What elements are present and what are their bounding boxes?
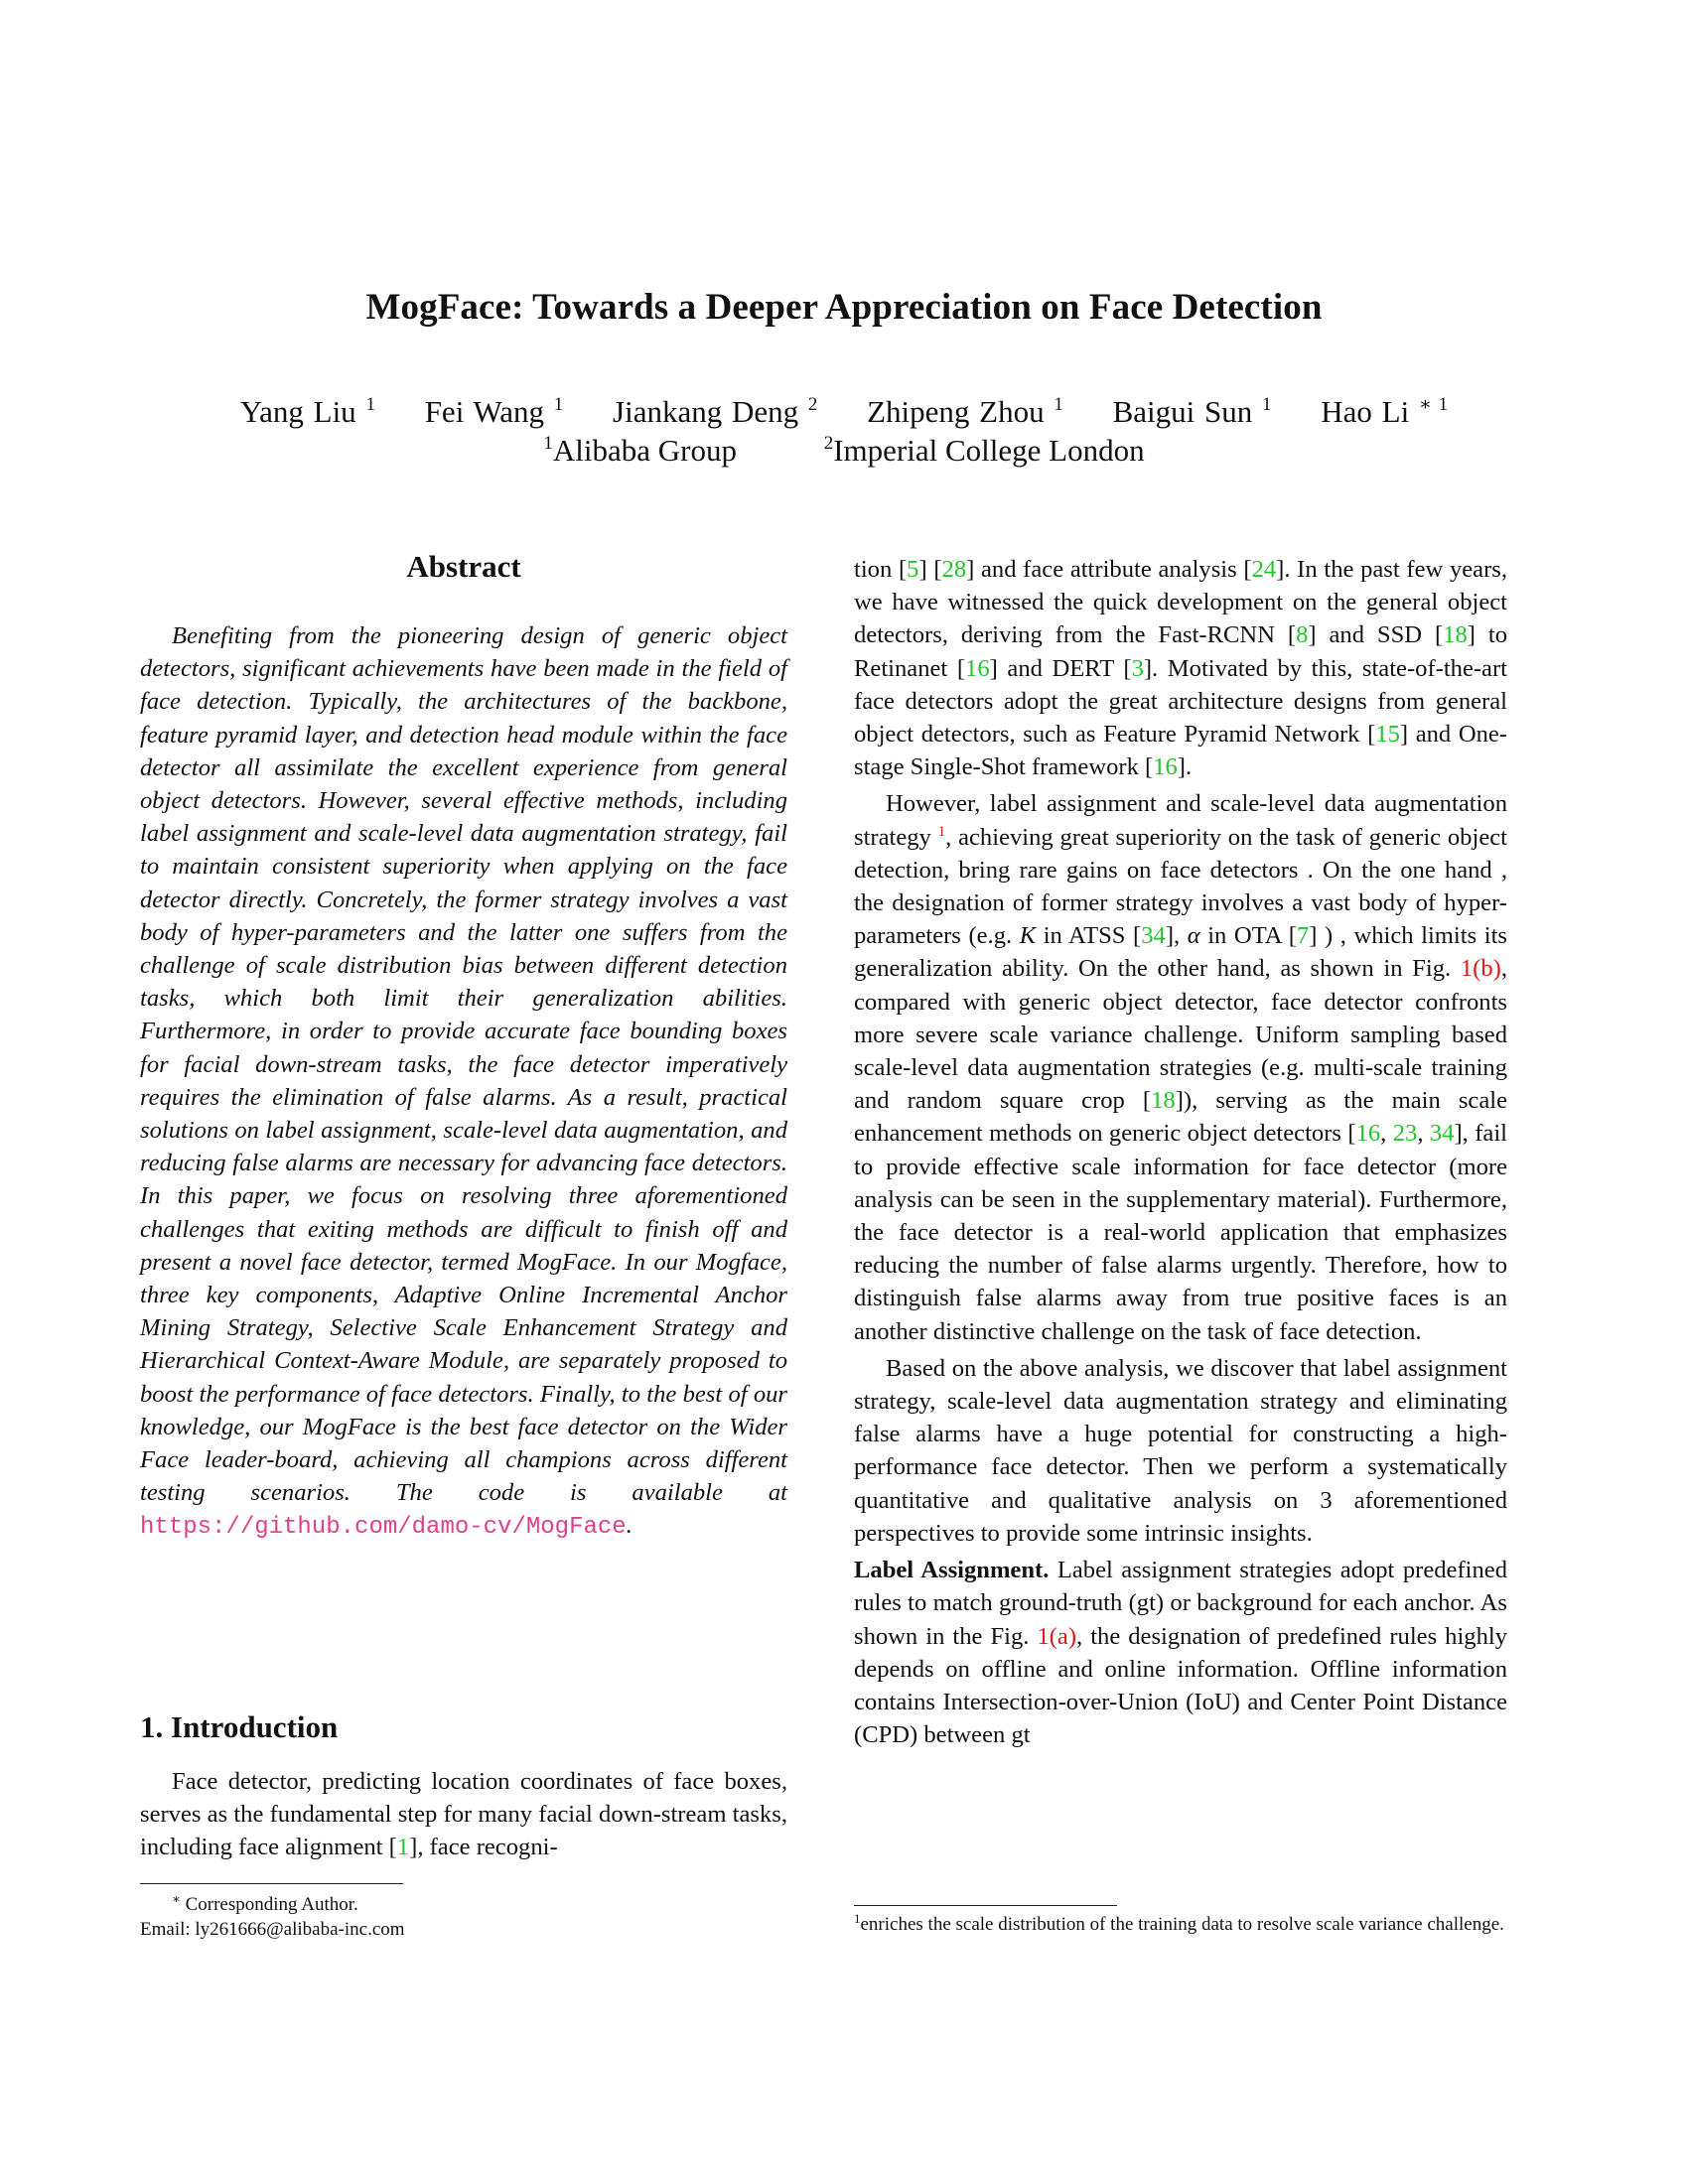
footnote-marker[interactable]: 1 xyxy=(937,823,946,840)
citation-link[interactable]: 18 xyxy=(1151,1087,1176,1115)
affiliation: $^2$Imperial College London xyxy=(823,433,1145,468)
abstract-text: Benefiting from the pioneering design of generic object detectors, significant achievements have been made in the field of face detection. Typically, the architectures of the backbone, feature pyramid layer, and detection head module within the face detector all assimilate the excellent experience from general object detectors. However, several effective methods, including label assignment and scale-level data augmentation strategy, fail to maintain consistent superiority when applying on the face detector directly. Concretely, the former strategy involves a vast body of hyper-parameters and the latter one suffers from the challenge of scale distribution bias between different detection tasks, which both limit their generalization abilities. Furthermore, in order to provide accurate face bounding boxes for facial down-stream tasks, the face detector imperatively requires the elimination of false alarms. As a result, practical solutions on label assignment, scale-level data augmentation, and reducing false alarms are necessary for advancing face detectors. In this paper, we focus on resolving three aforementioned challenges that exiting methods are difficult to finish off and present a novel face detector, termed MogFace. In our Mogface, three key components, Adaptive Online Incremental Anchor Mining Strategy, Selective Scale Enhancement Strategy and Hierarchical Context-Aware Module, are separately proposed to boost the performance of face detectors. Finally, to the best of our knowledge, our MogFace is the best face detector on the Wider Face leader-board, achieving all champions across different testing scenarios. The code is available at https://github.com/damo-cv/MogFace. xyxy=(140,622,787,1542)
citation-link[interactable]: 15 xyxy=(1375,721,1400,749)
footnote-divider xyxy=(140,1883,403,1884)
citation-link[interactable]: 16 xyxy=(1153,753,1178,781)
citation-link[interactable]: 8 xyxy=(1296,621,1309,649)
citation-link[interactable]: 18 xyxy=(1443,621,1468,649)
contact-email: Email: ly261666@alibaba-inc.com xyxy=(140,1919,405,1940)
abstract-heading: Abstract xyxy=(406,549,521,584)
paragraph: Based on the above analysis, we discover that label assignment strategy, scale-level data augmentation strategy and eliminating false alarms have a huge potential for constructing a high-performance face detector. Then we perform a systematically quantitative and qualitative analysis on 3 aforementioned perspectives to provide some intrinsic insights. xyxy=(854,1354,1507,1547)
citation-link[interactable]: 7 xyxy=(1296,922,1310,950)
citation-link[interactable]: 28 xyxy=(941,556,967,583)
figure-link[interactable]: 1(a) xyxy=(1037,1622,1077,1650)
citation-link[interactable]: 34 xyxy=(1429,1120,1455,1148)
paragraph: However, label assignment and scale-level data augmentation strategy $^1$, achieving great superiority on the task of generic object detection, bring rare gains on face detectors . On the one hand , the designation of former strategy involves a vast body of hyper-parameters (e.g. K in ATSS [34], α in OTA [7] ) , which limits its generalization ability. On the other hand, as shown in Fig. 1(b), compared with generic object detector, face detector confronts more severe scale variance challenge. Uniform sampling based scale-level data augmentation strategies (e.g. multi-scale training and random square crop [18]), serving as the main scale enhancement methods on generic object detectors [16, 23, 34], fail to provide effective scale information for face detector (more analysis can be seen in the supplementary material). Furthermore, the face detector is a real-world application that emphasizes reducing the number of false alarms urgently. Therefore, how to distinguish false alarms away from true positive faces is an another distinctive challenge on the task of face detection. xyxy=(854,790,1508,1345)
citation-link[interactable]: 1 xyxy=(396,1834,410,1861)
author: Jiankang Deng $^2$ xyxy=(613,394,818,429)
citation-link[interactable]: 23 xyxy=(1392,1120,1418,1148)
author-list xyxy=(0,394,1688,430)
footnote-divider xyxy=(854,1905,1117,1906)
affiliation-list xyxy=(0,433,1688,469)
author: Hao Li $^{∗ 1}$ xyxy=(1321,394,1449,429)
affiliation: $^1$Alibaba Group xyxy=(543,433,737,468)
citation-link[interactable]: 16 xyxy=(965,654,990,682)
paragraph: Label Assignment. Label assignment strategies adopt predefined rules to match ground-truth (gt) or background for each anchor. As shown in the Fig. 1(a), the designation of predefined rules highly depends on offline and online information. Offline information contains Intersection-over-Union (IoU) and Center Point Distance (CPD) between gt xyxy=(854,1557,1508,1749)
right-column xyxy=(854,553,1507,1751)
citation-link[interactable]: 24 xyxy=(1251,556,1277,583)
citation-link[interactable]: 34 xyxy=(1141,922,1166,950)
author: Baigui Sun $^1$ xyxy=(1112,394,1272,429)
citation-link[interactable]: 3 xyxy=(1131,654,1144,682)
author: Yang Liu $^1$ xyxy=(239,394,375,429)
citation-link[interactable]: 5 xyxy=(907,556,919,583)
figure-link[interactable]: 1(b) xyxy=(1460,955,1501,983)
citation-link[interactable]: 16 xyxy=(1355,1120,1381,1148)
paragraph-lead: Label Assignment. xyxy=(854,1557,1050,1584)
author: Zhipeng Zhou $^1$ xyxy=(867,394,1063,429)
footnote-corresponding-author: ∗ Corresponding Author. Email: ly261666@alibaba-inc.com xyxy=(140,1892,736,1942)
section-heading-introduction: 1. Introduction xyxy=(140,1709,339,1744)
code-link[interactable]: https://github.com/damo-cv/MogFace xyxy=(140,1514,627,1542)
author: Fei Wang $^1$ xyxy=(424,394,564,429)
paper-title: MogFace: Towards a Deeper Appreciation on Face Detection xyxy=(365,287,1323,328)
paragraph: tion [5] [28] and face attribute analysis [24]. In the past few years, we have witnessed the quick development on the general object detectors, deriving from the Fast-RCNN [8] and SSD [18] to Retinanet [16] and DERT [3]. Motivated by this, state-of-the-art face detectors adopt the great architecture designs from general object detectors, such as Feature Pyramid Network [15] and One-stage Single-Shot framework [16]. xyxy=(854,556,1508,781)
footnote-scale: $^1$enriches the scale distribution of the training data to resolve scale variance challenge. xyxy=(854,1911,1504,1935)
introduction-paragraph: Face detector, predicting location coordinates of face boxes, serves as the fundamental step for many facial down-stream tasks, including face alignment [1], face recogni- xyxy=(140,1768,787,1861)
